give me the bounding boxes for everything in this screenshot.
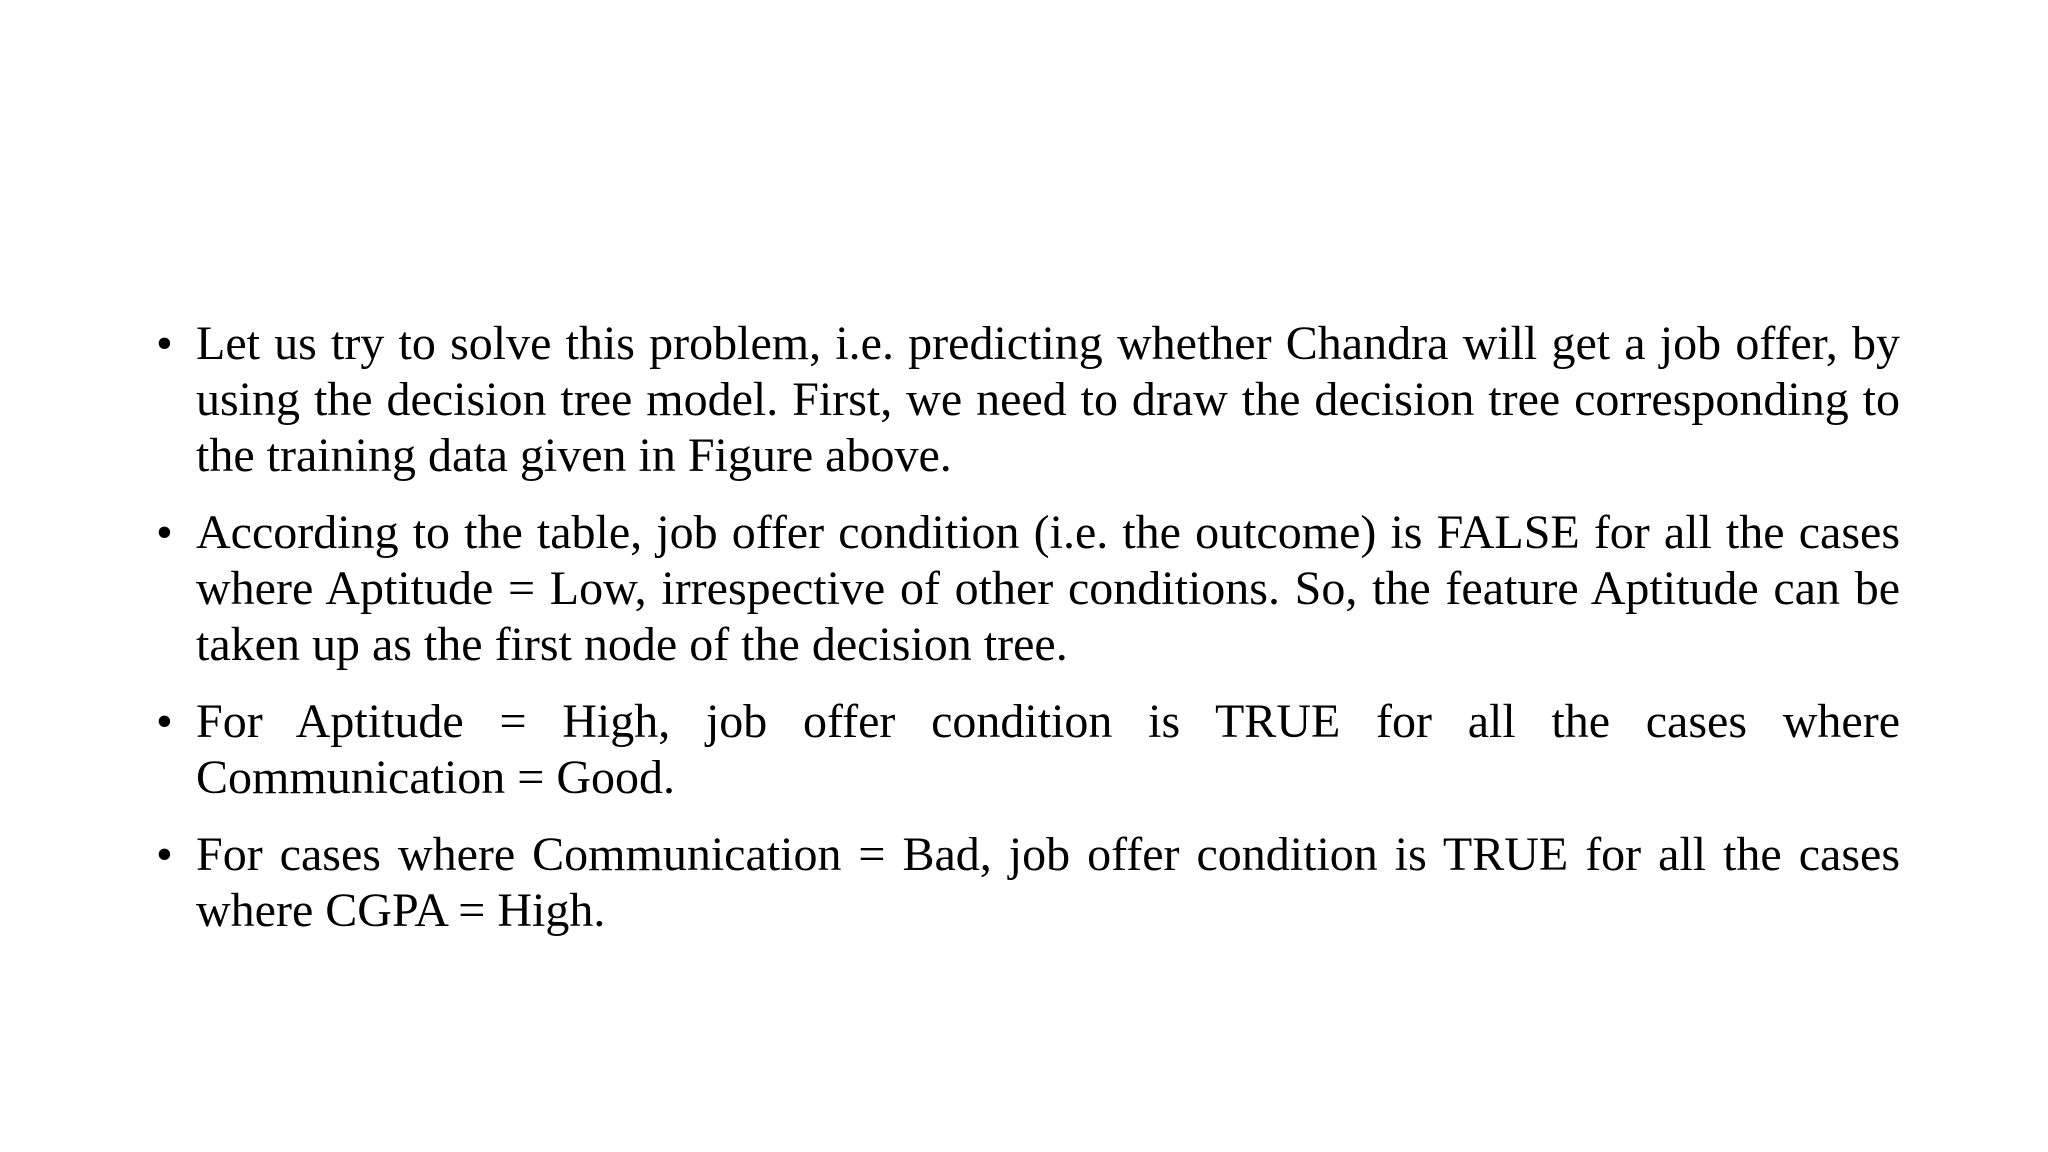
bullet-dot-icon: • xyxy=(156,828,173,881)
bullet-item xyxy=(152,505,1900,673)
bullet-list xyxy=(152,316,1900,960)
bullet-dot-icon: • xyxy=(156,317,173,370)
bullet-text: Let us try to solve this problem, i.e. predicting whether Chandra will get a job offer, by using the decision tree model. First, we need to draw the decision tree corresponding to the training data given in Figure above. xyxy=(196,317,1900,482)
bullet-dot-icon: • xyxy=(156,695,173,748)
bullet-item xyxy=(152,316,1900,484)
bullet-item xyxy=(152,827,1900,939)
bullet-text: For Aptitude = High, job offer condition is TRUE for all the cases where Communication = Good. xyxy=(196,695,1900,804)
bullet-text: For cases where Communication = Bad, job offer condition is TRUE for all the cases where CGPA = High. xyxy=(196,828,1900,937)
bullet-item xyxy=(152,694,1900,806)
bullet-text: According to the table, job offer condition (i.e. the outcome) is FALSE for all the cases where Aptitude = Low, irrespective of other conditions. So, the feature Aptitude can be taken up as the first node of the decision tree. xyxy=(196,506,1900,671)
bullet-dot-icon: • xyxy=(156,506,173,559)
